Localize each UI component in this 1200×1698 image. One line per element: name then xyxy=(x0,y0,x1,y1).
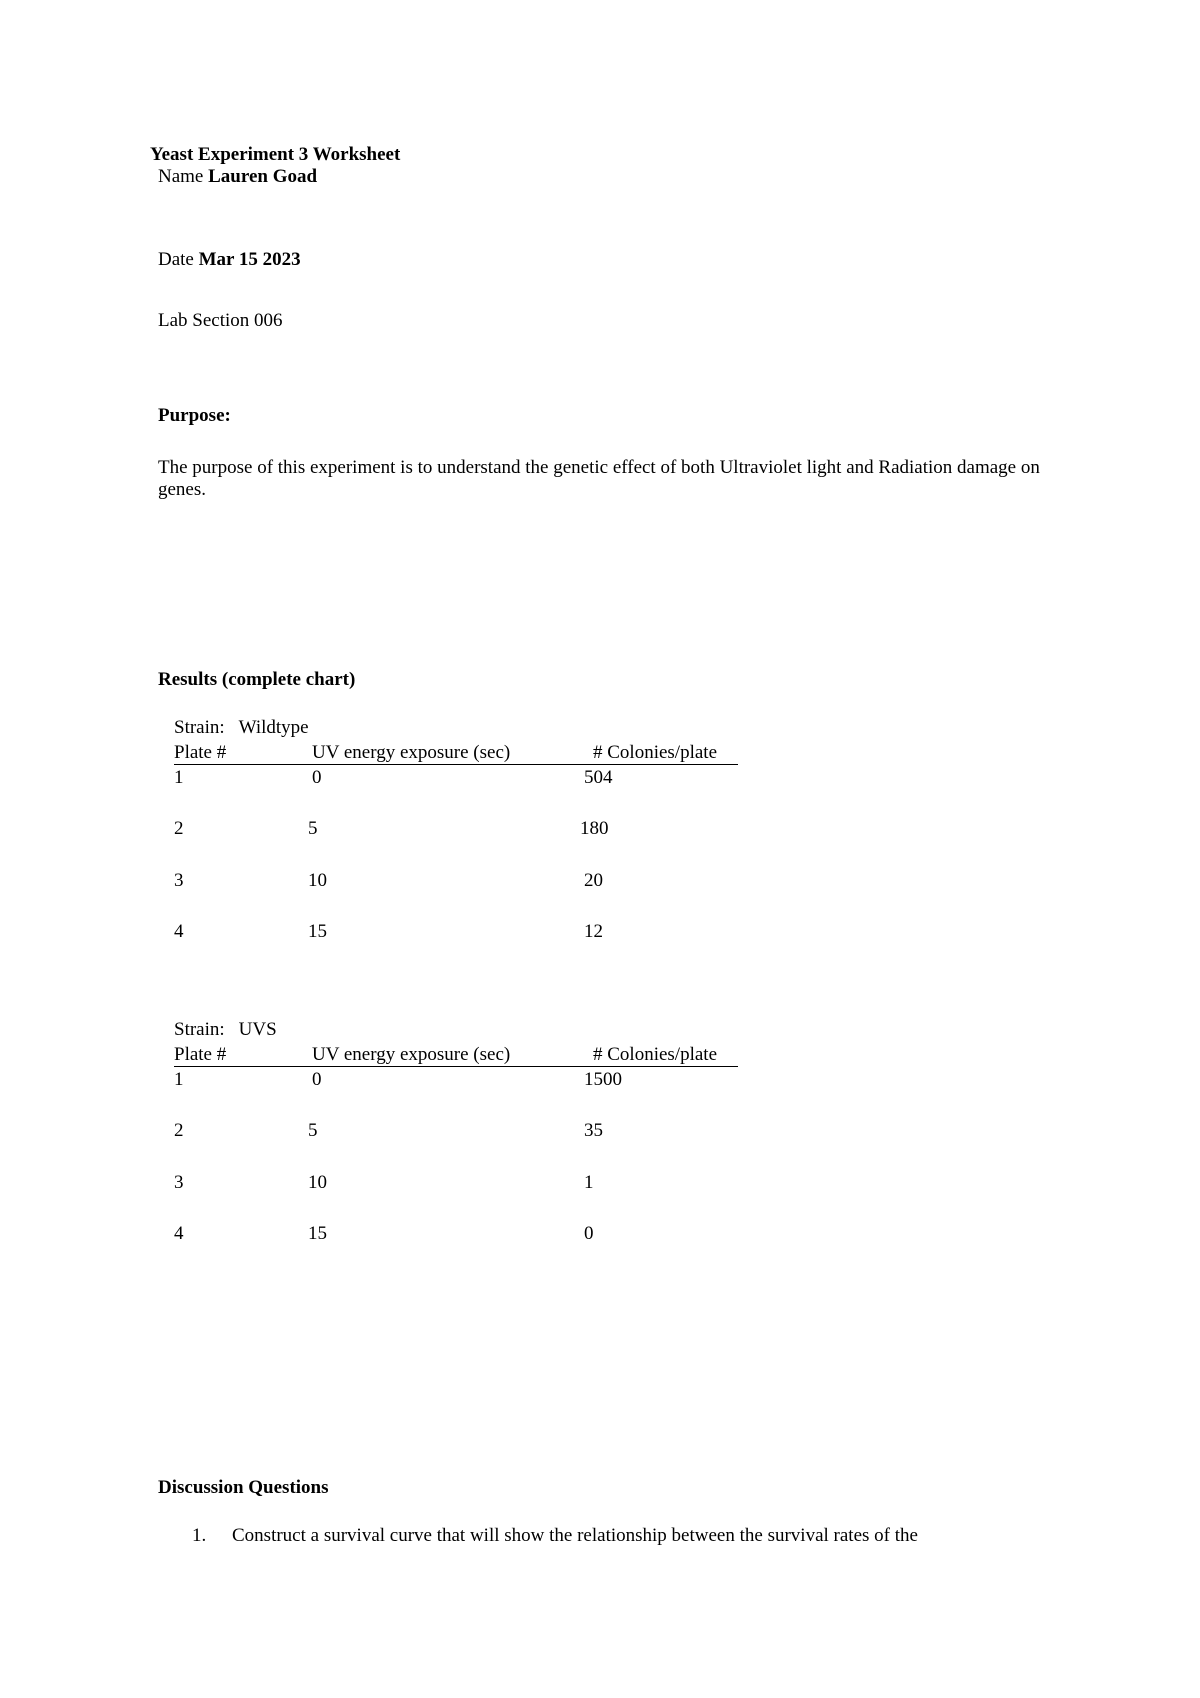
column-header-plate: Plate # xyxy=(174,1044,227,1065)
results-heading: Results (complete chart) xyxy=(158,669,356,690)
date-line xyxy=(158,249,301,271)
strain-name: UVS xyxy=(238,1019,277,1040)
column-header-plate: Plate # xyxy=(174,742,227,763)
strain-name: Wildtype xyxy=(238,717,309,738)
cell-colonies: 35 xyxy=(584,1120,603,1141)
cell-colonies: 20 xyxy=(584,870,603,891)
cell-plate: 2 xyxy=(174,818,184,839)
table-row xyxy=(174,1172,738,1194)
cell-plate: 3 xyxy=(174,1172,184,1193)
name-line xyxy=(158,166,317,188)
column-header-colonies: # Colonies/plate xyxy=(593,742,718,763)
cell-plate: 4 xyxy=(174,1223,184,1244)
date-value: Mar 15 2023 xyxy=(198,249,301,270)
cell-uv-exposure: 5 xyxy=(308,1120,318,1141)
cell-colonies: 12 xyxy=(584,921,603,942)
cell-plate: 4 xyxy=(174,921,184,942)
cell-plate: 1 xyxy=(174,1069,184,1090)
cell-plate: 1 xyxy=(174,767,184,788)
table-row xyxy=(174,870,738,892)
purpose-text: The purpose of this experiment is to understand the genetic effect of both Ultraviolet light and Radiation damage on genes. xyxy=(158,457,1040,500)
strain-label: Strain: xyxy=(174,1019,225,1040)
table-header xyxy=(174,1044,738,1067)
name-value: Lauren Goad xyxy=(208,166,318,187)
strain-line xyxy=(174,1019,277,1041)
cell-uv-exposure: 15 xyxy=(308,921,327,942)
cell-uv-exposure: 5 xyxy=(308,818,318,839)
column-header-uv-exposure: UV energy exposure (sec) xyxy=(312,1044,511,1065)
table-row xyxy=(174,1069,738,1091)
cell-uv-exposure: 15 xyxy=(308,1223,327,1244)
cell-colonies: 1500 xyxy=(584,1069,622,1090)
strain-line xyxy=(174,717,309,739)
table-row xyxy=(174,921,738,943)
cell-uv-exposure: 0 xyxy=(312,767,322,788)
question-text: Construct a survival curve that will show the relationship between the survival rates of the xyxy=(232,1525,918,1546)
cell-colonies: 180 xyxy=(580,818,609,839)
cell-plate: 3 xyxy=(174,870,184,891)
lab-section: Lab Section 006 xyxy=(158,310,283,331)
strain-label: Strain: xyxy=(174,717,225,738)
table-row xyxy=(174,818,738,840)
cell-uv-exposure: 0 xyxy=(312,1069,322,1090)
purpose-heading: Purpose: xyxy=(158,405,231,426)
table-row xyxy=(174,1120,738,1142)
cell-plate: 2 xyxy=(174,1120,184,1141)
table-header xyxy=(174,742,738,765)
column-header-uv-exposure: UV energy exposure (sec) xyxy=(312,742,511,763)
date-label: Date xyxy=(158,249,194,270)
cell-colonies: 0 xyxy=(584,1223,594,1244)
column-header-colonies: # Colonies/plate xyxy=(593,1044,718,1065)
cell-uv-exposure: 10 xyxy=(308,1172,327,1193)
question-number: 1. xyxy=(192,1525,207,1546)
cell-colonies: 504 xyxy=(584,767,613,788)
name-label: Name xyxy=(158,166,204,187)
table-row xyxy=(174,767,738,789)
discussion-heading: Discussion Questions xyxy=(158,1477,329,1498)
cell-uv-exposure: 10 xyxy=(308,870,327,891)
cell-colonies: 1 xyxy=(584,1172,594,1193)
document-title: Yeast Experiment 3 Worksheet xyxy=(150,144,401,165)
table-row xyxy=(174,1223,738,1245)
